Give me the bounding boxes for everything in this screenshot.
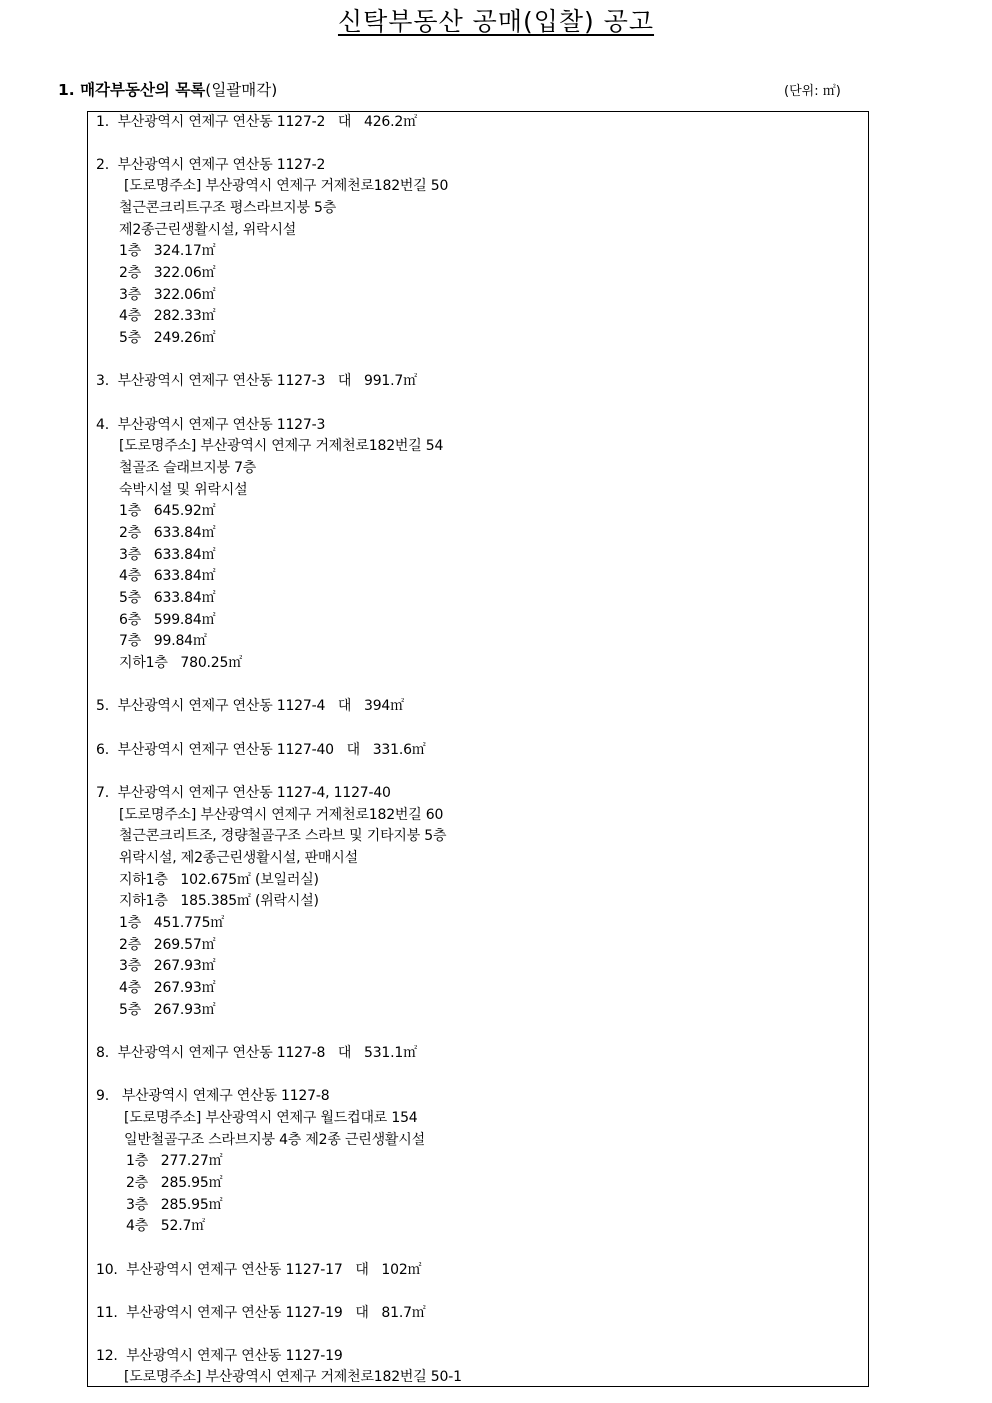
list-line: 4층 267.93㎡ xyxy=(119,980,216,996)
list-line: 11. 부산광역시 연제구 연산동 1127-19 대 81.7㎡ xyxy=(96,1305,426,1321)
list-line: 1층 277.27㎡ xyxy=(126,1153,223,1169)
list-line: [도로명주소] 부산광역시 연제구 거제천로182번길 50-1 xyxy=(124,1369,462,1385)
list-line: 6. 부산광역시 연제구 연산동 1127-40 대 331.6㎡ xyxy=(96,742,426,758)
list-line: 6층 599.84㎡ xyxy=(119,612,216,628)
list-line: 3. 부산광역시 연제구 연산동 1127-3 대 991.7㎡ xyxy=(96,373,417,389)
property-list-box xyxy=(87,111,869,1387)
list-line: 5층 267.93㎡ xyxy=(119,1002,216,1018)
list-line: 3층 322.06㎡ xyxy=(119,287,216,303)
list-line: 4층 52.7㎡ xyxy=(126,1218,205,1234)
list-line: [도로명주소] 부산광역시 연제구 거제천로182번길 54 xyxy=(119,438,444,454)
list-line: 지하1층 102.675㎡ (보일러실) xyxy=(119,872,319,888)
list-line: 지하1층 185.385㎡ (위락시설) xyxy=(119,893,319,909)
list-line: 철근콘크리트조, 경량철골구조 스라브 및 기타지붕 5층 xyxy=(119,828,447,844)
list-line: 2층 633.84㎡ xyxy=(119,525,216,541)
list-line: 숙박시설 및 위락시설 xyxy=(119,482,248,498)
list-line: 9. 부산광역시 연제구 연산동 1127-8 xyxy=(96,1088,330,1104)
list-line: 2층 269.57㎡ xyxy=(119,937,216,953)
list-line: 8. 부산광역시 연제구 연산동 1127-8 대 531.1㎡ xyxy=(96,1045,417,1061)
list-line: 지하1층 780.25㎡ xyxy=(119,655,243,671)
list-line: 3층 267.93㎡ xyxy=(119,958,216,974)
list-line: 4층 282.33㎡ xyxy=(119,308,216,324)
list-line: 철골조 슬래브지붕 7층 xyxy=(119,460,257,476)
section-heading-bold: 1. 매각부동산의 목록 xyxy=(58,81,206,99)
list-line: 4층 633.84㎡ xyxy=(119,568,216,584)
list-line: 2층 285.95㎡ xyxy=(126,1175,223,1191)
list-line: 일반철골구조 스라브지붕 4층 제2종 근린생활시설 xyxy=(124,1132,425,1148)
list-line: 위락시설, 제2종근린생활시설, 판매시설 xyxy=(119,850,358,866)
list-line: [도로명주소] 부산광역시 연제구 거제천로182번길 50 xyxy=(124,178,449,194)
section-heading xyxy=(58,78,277,100)
list-line: [도로명주소] 부산광역시 연제구 거제천로182번길 60 xyxy=(119,807,444,823)
list-line: [도로명주소] 부산광역시 연제구 월드컵대로 154 xyxy=(124,1110,418,1126)
list-line: 12. 부산광역시 연제구 연산동 1127-19 xyxy=(96,1348,343,1364)
list-line: 2층 322.06㎡ xyxy=(119,265,216,281)
list-line: 10. 부산광역시 연제구 연산동 1127-17 대 102㎡ xyxy=(96,1262,422,1278)
list-line: 5. 부산광역시 연제구 연산동 1127-4 대 394㎡ xyxy=(96,698,404,714)
list-line: 1층 645.92㎡ xyxy=(119,503,216,519)
list-line: 7. 부산광역시 연제구 연산동 1127-4, 1127-40 xyxy=(96,785,391,801)
list-line: 3층 285.95㎡ xyxy=(126,1197,223,1213)
document-title: 신탁부동산 공매(입찰) 공고 xyxy=(337,7,655,36)
list-line: 5층 249.26㎡ xyxy=(119,330,216,346)
unit-label: (단위: ㎡) xyxy=(784,84,841,99)
list-line: 1. 부산광역시 연제구 연산동 1127-2 대 426.2㎡ xyxy=(96,114,417,130)
list-line: 3층 633.84㎡ xyxy=(119,547,216,563)
list-line: 4. 부산광역시 연제구 연산동 1127-3 xyxy=(96,417,326,433)
list-line: 철근콘크리트구조 평스라브지붕 5층 xyxy=(119,200,337,216)
list-line: 2. 부산광역시 연제구 연산동 1127-2 xyxy=(96,157,326,173)
list-line: 1층 324.17㎡ xyxy=(119,243,216,259)
list-line: 7층 99.84㎡ xyxy=(119,633,207,649)
section-heading-paren: (일괄매각) xyxy=(205,81,278,99)
list-line: 제2종근린생활시설, 위락시설 xyxy=(119,222,297,238)
list-line: 1층 451.775㎡ xyxy=(119,915,225,931)
list-line: 5층 633.84㎡ xyxy=(119,590,216,606)
